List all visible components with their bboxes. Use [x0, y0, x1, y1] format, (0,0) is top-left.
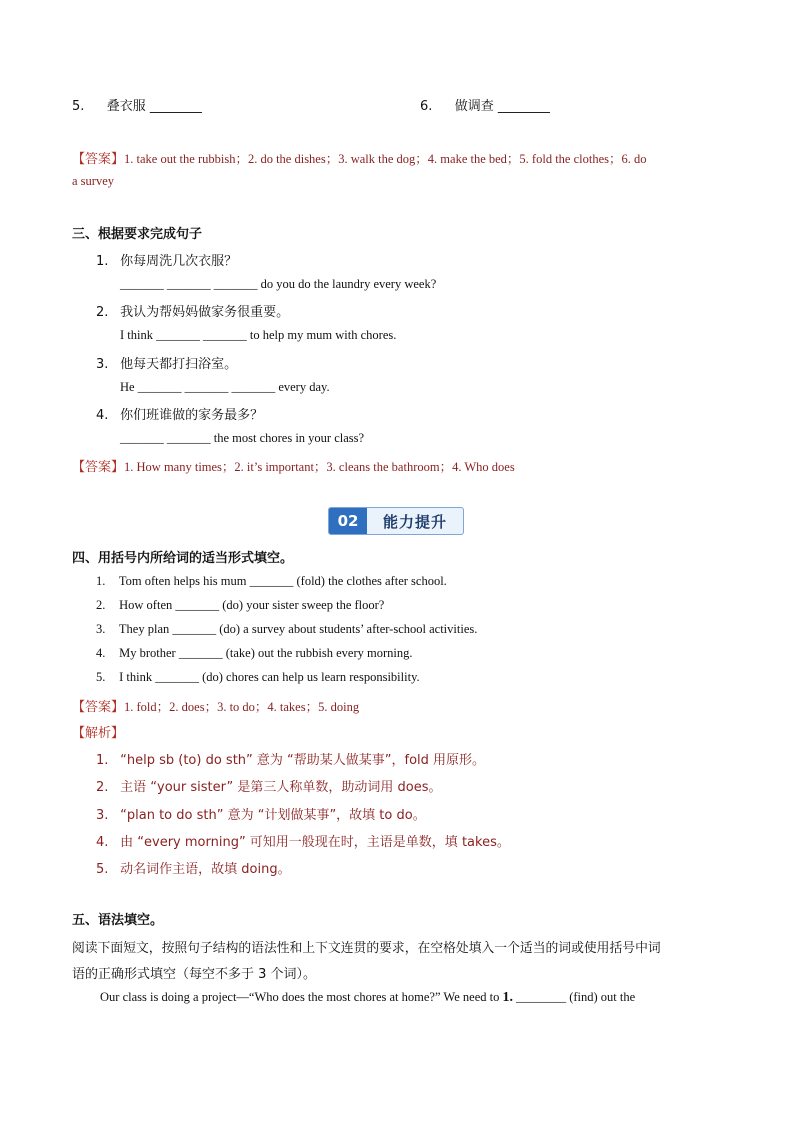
- section3-answer: [72, 456, 515, 475]
- section3-item-1-question: 你每周洗几次衣服？: [120, 254, 238, 269]
- analysis-item-4: [96, 831, 510, 850]
- section4-item-3: [96, 622, 477, 637]
- section4-item-4-text: My brother _______ (take) out the rubbish every morning.: [119, 646, 413, 660]
- section5-instruction-line1: 阅读下面短文，按照句子结构的语法性和上下文连贯的要求，在空格处填入一个适当的词或使用括号中词: [72, 941, 661, 956]
- analysis-item-2-text: 主语 “your sister” 是第三人称单数，助动词用 does。: [120, 780, 442, 795]
- section4-item-2-text: How often _______ (do) your sister sweep the floor?: [119, 598, 385, 612]
- passage-start: Our class is doing a project—“Who does the most chores at home?” We need to: [100, 990, 500, 1004]
- section4-item-4-number: 4.: [96, 646, 106, 660]
- analysis-item-5-number: 5.: [96, 862, 109, 877]
- item-6-number: 6.: [420, 99, 433, 114]
- section3-item-4-number: 4.: [96, 408, 109, 423]
- section4-item-1-number: 1.: [96, 574, 106, 588]
- answer-tag: 【答案】: [72, 152, 125, 167]
- banner-number: 02: [329, 508, 367, 534]
- banner-label: 能力提升: [382, 512, 447, 531]
- item-5-number: 5.: [72, 99, 85, 114]
- section4-answer: [72, 696, 359, 715]
- analysis-item-5: [96, 858, 291, 877]
- section5-title: 五、语法填空。: [72, 913, 164, 928]
- section4-title: 四、用括号内所给词的适当形式填空。: [72, 551, 294, 566]
- analysis-item-2-number: 2.: [96, 780, 109, 795]
- section3-item-2-number: 2.: [96, 305, 109, 320]
- section3-item-4-en: _______ _______ the most chores in your class?: [120, 431, 365, 445]
- section4-item-1: [96, 574, 447, 589]
- analysis-item-1: [96, 749, 485, 768]
- answer-tag: 【答案】: [72, 700, 125, 715]
- analysis-item-3: [96, 804, 426, 823]
- section3-item-2-en: I think _______ _______ to help my mum with chores.: [120, 328, 397, 342]
- analysis-tag: [72, 722, 124, 741]
- analysis-tag-text: 【解析】: [72, 726, 125, 741]
- section4-item-5-number: 5.: [96, 670, 106, 684]
- section4-item-5-text: I think _______ (do) chores can help us learn responsibility.: [119, 670, 420, 684]
- section3-item-3-en: He _______ _______ _______ every day.: [120, 380, 330, 394]
- section3-item-2-question: 我认为帮妈妈做家务很重要。: [120, 305, 290, 320]
- section4-item-3-text: They plan _______ (do) a survey about students’ after-school activities.: [118, 622, 478, 636]
- passage-end: (find) out the: [569, 990, 636, 1004]
- item-6-text: 做调查 ________: [454, 99, 550, 114]
- section3-item-3-question: 他每天都打扫浴室。: [120, 357, 238, 372]
- section3-title: 三、根据要求完成句子: [72, 227, 203, 242]
- section3-item-4-zh: [96, 404, 263, 423]
- ability-banner: [328, 507, 464, 535]
- section3-item-1-en: _______ _______ _______ do you do the laundry every week?: [120, 277, 437, 291]
- item-5: [72, 95, 202, 114]
- analysis-item-2: [96, 776, 442, 795]
- section3-item-3-zh: [96, 353, 237, 372]
- section1-answer-text: 1. take out the rubbish；2. do the dishes；3. walk the dog；4. make the bed；5. fold the clothes；6. do: [124, 152, 647, 166]
- section4-item-2: [96, 598, 384, 613]
- section4-item-5: [96, 670, 420, 685]
- section5-passage-line1: [100, 990, 635, 1006]
- blank-number: 1.: [502, 990, 513, 1005]
- section4-item-2-number: 2.: [96, 598, 106, 612]
- section3-answer-text: 1. How many times；2. it’s important；3. cleans the bathroom；4. Who does: [124, 460, 515, 474]
- analysis-item-4-text: 由 “every morning” 可知用一般现在时，主语是单数，填 takes。: [120, 835, 510, 850]
- section1-answer-line2: a survey: [72, 174, 114, 188]
- section3-item-1-zh: [96, 250, 237, 269]
- section4-item-3-number: 3.: [96, 622, 106, 636]
- section1-answer-line1: [72, 148, 647, 167]
- section3-item-2-zh: [96, 301, 289, 320]
- blank: ________: [516, 990, 567, 1004]
- section4-item-4: [96, 646, 412, 661]
- analysis-item-1-text: “help sb (to) do sth” 意为 “帮助某人做某事”，fold 用原形。: [120, 753, 486, 768]
- analysis-item-3-number: 3.: [96, 808, 109, 823]
- analysis-item-1-number: 1.: [96, 753, 109, 768]
- section5-instruction-line2: 语的正确形式填空（每空不多于 3 个词）。: [72, 967, 317, 982]
- analysis-item-4-number: 4.: [96, 835, 109, 850]
- section3-item-3-number: 3.: [96, 357, 109, 372]
- section3-item-4-question: 你们班谁做的家务最多？: [120, 408, 264, 423]
- analysis-item-5-text: 动名词作主语，故填 doing。: [120, 862, 291, 877]
- item-6: [420, 95, 550, 114]
- section3-item-1-number: 1.: [96, 254, 109, 269]
- analysis-item-3-text: “plan to do sth” 意为 “计划做某事”，故填 to do。: [120, 808, 426, 823]
- item-5-text: 叠衣服 ________: [106, 99, 202, 114]
- section4-item-1-text: Tom often helps his mum _______ (fold) the clothes after school.: [118, 574, 447, 588]
- section4-answer-text: 1. fold；2. does；3. to do；4. takes；5. doing: [124, 700, 360, 714]
- answer-tag: 【答案】: [72, 460, 125, 475]
